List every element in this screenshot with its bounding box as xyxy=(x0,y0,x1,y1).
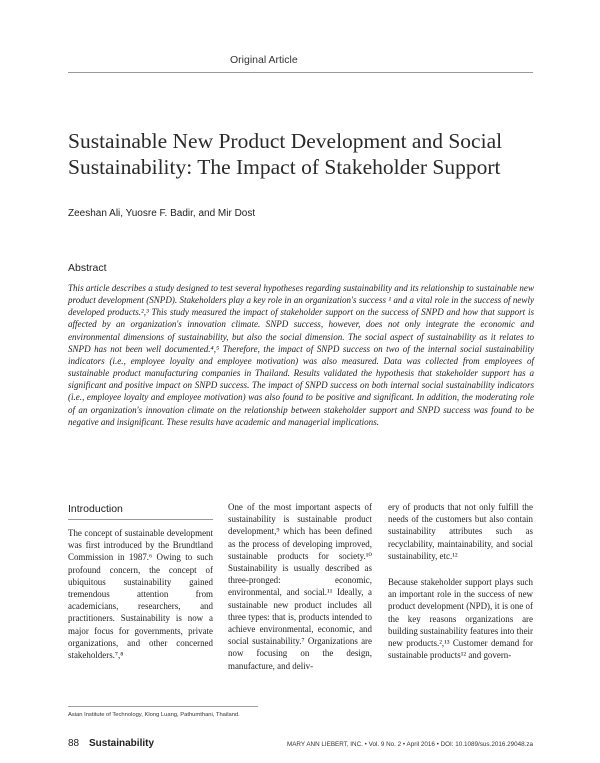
body-column-1: The concept of sustainable development was first introduced by the Brundtland Commission in 1987.⁶ Owing to such profound concern, the concept of ubiquitous sustainability gained tremendous attention from academicians, researchers, and practitioners. Sustainability is now a major focus for governments, private organizations, and other concerned stakeholders.⁷,⁸ xyxy=(68,528,213,661)
introduction-heading: Introduction xyxy=(68,503,123,515)
header-divider xyxy=(68,72,533,73)
introduction-divider xyxy=(68,519,213,520)
page-number: 88 xyxy=(68,738,80,749)
article-authors: Zeeshan Ali, Yuosre F. Badir, and Mir Dost xyxy=(68,208,256,219)
article-title: Sustainable New Product Development and Social Sustainability: The Impact of Stakeholder Support xyxy=(68,129,503,179)
body-column-3-paragraph-1: ery of products that not only fulfill the needs of the customers but also contain sustainability attributes such as recyclability, maintainability, and social sustainability, etc.¹² xyxy=(388,502,533,561)
body-column-2: One of the most important aspects of sustainability is sustainable product development,⁹ which has been defined as the process of developing improved, sustainable products for society.¹⁰ Sustainability is usually described as three-pronged: economic, environmental, and social.¹¹ Ideally, a sustainable new product includes all three types: that is, products intended to achieve environmental, economic, and social sustainability.⁷ Organizations are now focusing on the design, manufacture, and deliv- xyxy=(228,502,372,671)
abstract-heading: Abstract xyxy=(68,262,107,274)
abstract-text: This article describes a study designed to test several hypotheses regarding sustainability and its relationship to sustainable new product development (SNPD). Stakeholders play a key role in an organization's success ¹ and a vital role in the success of newly developed products.²,³ This study measured the impact of stakeholder support on the success of SNPD and how that support is affected by an organization's innovation climate. SNPD success, however, does not only integrate the economic and environmental dimensions of sustainability, but also the social dimension. The social aspect of sustainability as it relates to SNPD has not been well documented.⁴,⁵ Therefore, the impact of SNPD success on two of the internal social sustainability indicators (i.e., employee loyalty and employee motivation) was also measured. Data was collected from employees of sustainable product manufacturing companies in Thailand. Results validated the hypothesis that stakeholder support has a significant and positive impact on SNPD success. The impact of SNPD success on both internal social sustainability indicators (i.e., employee loyalty and employee motivation) was also found to be positive and significant. In addition, the moderating role of an organization's innovation climate on the relationship between stakeholder support and SNPD success was found to be negative and insignificant. These results have academic and managerial implications. xyxy=(68,283,534,427)
footnote-divider xyxy=(68,706,258,707)
affiliation-footnote: Asian Institute of Technology, Klong Luang, Pathumthani, Thailand. xyxy=(68,712,240,718)
body-column-3-paragraph-2: Because stakeholder support plays such an important role in the success of new product development (NPD), it is one of the key reasons organizations are building sustainability features into their new products.²,¹³ Customer demand for sustainable products¹² and govern- xyxy=(388,577,533,661)
publication-info: MARY ANN LIEBERT, INC. • Vol. 9 No. 2 • April 2016 • DOI: 10.1089/sus.2016.29048.za xyxy=(286,741,533,748)
section-label: Original Article xyxy=(230,54,298,66)
journal-name: Sustainability xyxy=(89,738,155,749)
